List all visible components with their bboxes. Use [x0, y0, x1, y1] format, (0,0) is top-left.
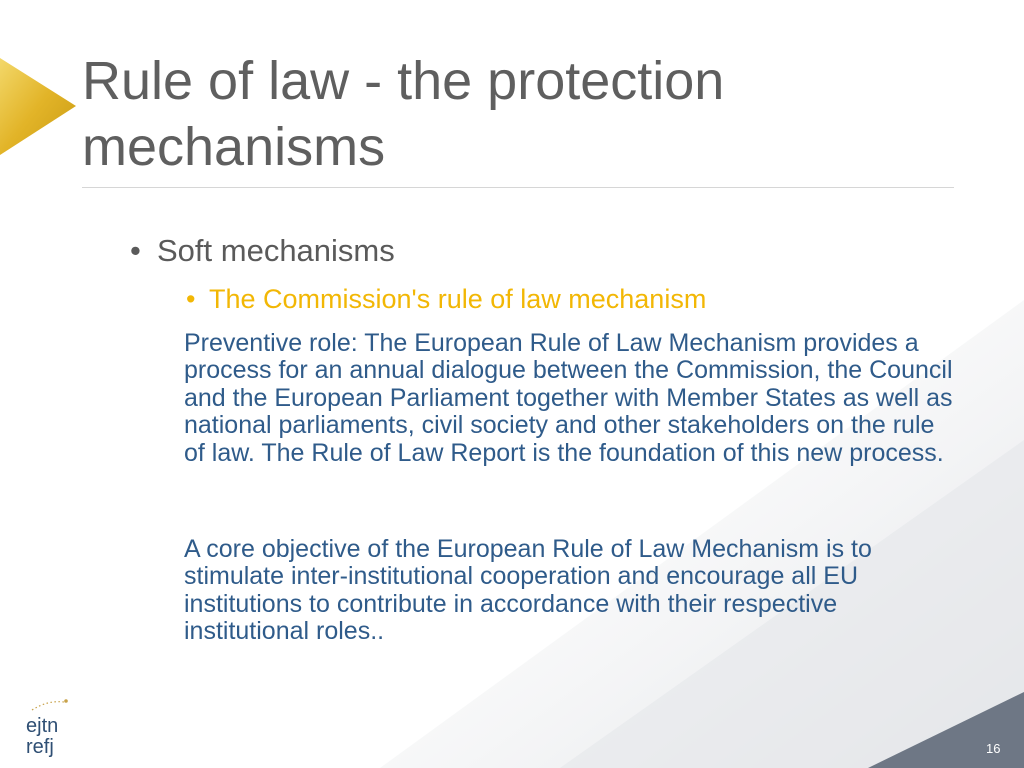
slide-title: Rule of law - the protection mechanisms	[82, 51, 725, 177]
logo-line2: refj	[26, 736, 54, 758]
bullet-level2-text: The Commission's rule of law mechanism	[209, 284, 707, 314]
logo-line1: ejtn	[26, 715, 59, 737]
logo-arc-icon	[32, 702, 64, 710]
bullet-commission-mechanism	[186, 282, 706, 316]
paragraph-preventive-role: Preventive role: The European Rule of Law Mechanism provides a process for an annual dialogue between the Commission, the Council and the European Parliament together with Member States as well as national parliaments, civil society and other stakeholders on the rule of law. The Rule of Law Report is the foundation of this new process.	[184, 329, 953, 467]
title-divider	[82, 187, 954, 188]
bullet-soft-mechanisms	[130, 232, 395, 270]
gold-triangle-accent	[0, 58, 76, 155]
page-number: 16	[986, 741, 1001, 756]
ejtn-logo	[24, 696, 80, 758]
bullet-dot-icon: •	[186, 284, 196, 314]
paragraph-core-objective: A core objective of the European Rule of Law Mechanism is to stimulate inter-institutional cooperation and encourage all EU institutions to contribute in accordance with their respective institutional roles..	[184, 535, 872, 646]
bullet-dot-icon: •	[130, 233, 141, 268]
bullet-level1-text: Soft mechanisms	[157, 233, 395, 268]
